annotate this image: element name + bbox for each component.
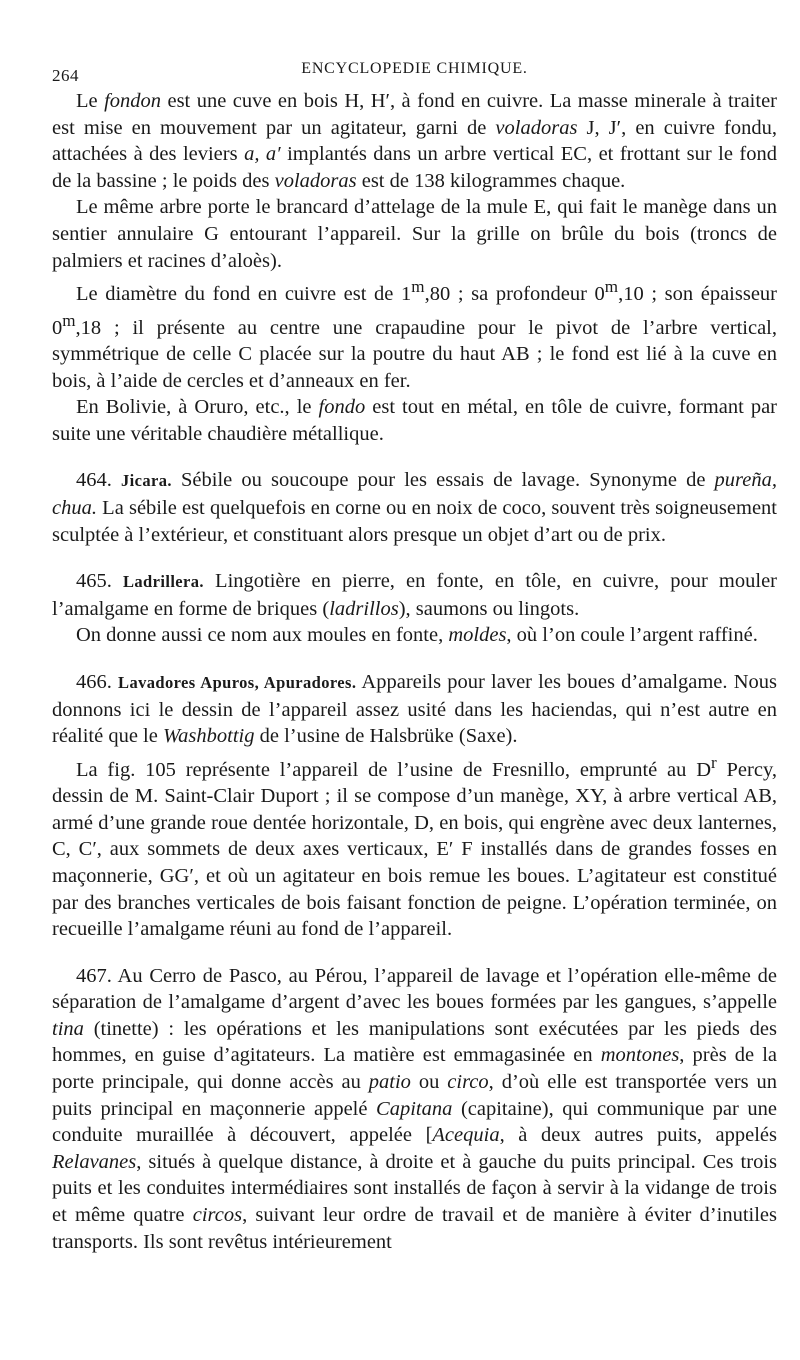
- text-run: , situés à quelque distance, à droite et à gauche du puits principal. Ces trois puits et les conduites intermédiaires sont installés de façon à servir à la vidange de trois et même quatre: [52, 1150, 777, 1227]
- text-run: est de 138 kilogrammes chaque.: [356, 169, 626, 192]
- body-text: [52, 88, 777, 1255]
- paragraph-fondon-2: [52, 194, 777, 274]
- text-run: (capitaine), qui communique par une conduite muraillée à découvert, appelée [: [52, 1097, 777, 1147]
- italic-term: Acequia: [432, 1124, 500, 1147]
- text-run: , où l’on coule l’argent raffiné.: [506, 624, 758, 647]
- italic-term: voladoras: [274, 169, 357, 192]
- text-run: La fig. 105 représente l’appareil de l’usine de Fresnillo, emprunté au D: [76, 758, 712, 781]
- text-run: Sébile ou soucoupe pour les essais de lavage. Synonyme de: [171, 469, 715, 492]
- text-run: , à deux autres puits, appelés: [499, 1124, 778, 1147]
- italic-term: pureña, chua.: [52, 469, 777, 519]
- text-run: , suivant leur ordre de travail et de manière à éviter d’inutiles transports. Ils sont revêtus intérieurement: [52, 1204, 777, 1253]
- italic-term: Capitana: [376, 1097, 453, 1120]
- text-run: Lingotière en pierre, en fonte, en tôle, en cuivre, pour mouler l’amalgame en forme de briques (: [52, 570, 777, 620]
- entry-term: Jicara.: [121, 471, 172, 491]
- text-run: J, J′, en cuivre fondu, attachées à des leviers: [52, 116, 777, 166]
- text-run: ,18 ; il présente au centre une crapaudine pour le pivot de l’arbre vertical, symmétrique de celle C placée sur la poutre du haut AB ; le fond est lié à la cuve en bois, à l’aide de cercles et d’anneaux en fer.: [52, 316, 777, 392]
- italic-term: Washbottig: [162, 725, 255, 748]
- paragraph-fondon-4: [52, 394, 777, 447]
- text-run: , d’où elle est transportée vers un puits principal en maçonnerie appelé: [52, 1071, 778, 1120]
- text-run: est une cuve en bois H, H′, à fond en cuivre. La masse minerale à traiter est mise en mouvement par un agitateur, garni de: [52, 90, 777, 139]
- text-run: 467. Au Cerro de Pasco, au Pérou, l’appareil de lavage et l’opération elle-même de séparation de l’amalgame d’argent d’avec les boues formées par les gangues, s’appelle: [52, 964, 777, 1014]
- text-run: ou: [410, 1071, 448, 1094]
- text-run: Le même arbre porte le brancard d’attelage de la mule E, qui fait le manège dans un sentier annulaire G entourant l’appareil. Sur la grille on brûle du bois (troncs de palmiers et racines d’aloès).: [52, 196, 777, 272]
- paragraph-entry-466: [52, 669, 777, 750]
- entry-term: Lavadores Apuros, Apuradores.: [118, 672, 357, 692]
- italic-term: montones: [600, 1044, 680, 1067]
- paragraph-entry-465b: [52, 622, 777, 649]
- text-run: Le diamètre du fond en cuivre est de 1: [76, 282, 412, 305]
- superscript: m: [604, 277, 619, 297]
- text-run: , près de la porte principale, qui donne accès au: [52, 1044, 777, 1094]
- paragraph-fondon-1: [52, 88, 777, 194]
- text-run: 466.: [76, 670, 119, 693]
- paragraph-entry-465: [52, 568, 777, 622]
- text-run: Percy, dessin de M. Saint-Clair Duport ; il se compose d’un manège, XY, à arbre vertical AB, armé d’une grande roue dentée horizontale, D, en bois, qui engrène avec deux lanternes, C, C′, aux sommets de deux axes verticaux, E′ F installés dans de grandes fosses en maçonnerie, GG′, et où un agitateur en bois remue les boues. L’agitateur est constitué par des branches verticales de bois faisant fonction de peigne. L’opération terminée, on recueille l’amalgame réuni au fond de l’appareil.: [52, 758, 777, 941]
- page-header: [52, 58, 777, 88]
- text-run: On donne aussi ce nom aux moules en fonte,: [76, 624, 449, 647]
- text-run: 464.: [76, 469, 121, 492]
- superscript: r: [711, 752, 717, 772]
- document-page: [52, 58, 777, 1255]
- text-run: ), saumons ou lingots.: [398, 597, 580, 620]
- italic-term: fondon: [104, 90, 162, 112]
- text-run: La sébile est quelquefois en corne ou en noix de coco, souvent très soigneusement sculptée à l’extérieur, et constituant alors presque un objet d’art ou de prix.: [52, 496, 777, 546]
- page-number: 264: [52, 66, 79, 85]
- italic-term: fondo: [318, 396, 366, 419]
- text-run: (tinette) : les opérations et les manipulations sont exécutées par les pieds des hommes, en guise d’agitateurs. La matière est emmagasinée en: [52, 1017, 777, 1067]
- italic-term: moldes: [448, 624, 507, 647]
- text-run: Appareils pour laver les boues d’amalgame. Nous donnons ici le dessin de l’appareil assez usité dans les haciendas, qui n’est autre en réalité que le: [52, 670, 777, 748]
- text-run: Le: [76, 90, 105, 112]
- italic-term: patio: [368, 1071, 411, 1094]
- paragraph-entry-464: [52, 467, 777, 548]
- paragraph-entry-466b: [52, 750, 777, 943]
- paragraph-entry-467: [52, 963, 777, 1256]
- entry-term: Ladrillera.: [123, 572, 204, 592]
- text-run: ,80 ; sa profondeur 0: [424, 282, 605, 305]
- italic-term: tina: [52, 1017, 84, 1040]
- italic-term: voladoras: [495, 116, 578, 139]
- text-run: de l’usine de Halsbrüke (Saxe).: [254, 725, 518, 748]
- italic-term: Relavanes: [52, 1150, 137, 1173]
- superscript: m: [411, 277, 425, 297]
- text-run: En Bolivie, à Oruro, etc., le: [76, 396, 319, 419]
- text-run: 465.: [76, 570, 123, 593]
- text-run: ,10 ; son épaisseur 0: [52, 282, 777, 339]
- text-run: est tout en métal, en tôle de cuivre, formant par suite une véritable chaudière métallique.: [52, 396, 777, 445]
- italic-term: a, a′: [244, 143, 281, 166]
- paragraph-fondon-3: [52, 274, 777, 394]
- running-title: ENCYCLOPEDIE CHIMIQUE.: [301, 60, 528, 77]
- superscript: m: [62, 310, 76, 330]
- italic-term: ladrillos: [329, 597, 399, 620]
- italic-term: circos: [192, 1204, 243, 1227]
- italic-term: circo: [447, 1071, 489, 1094]
- text-run: implantés dans un arbre vertical EC, et frottant sur le fond de la bassine ; le poids des: [52, 143, 778, 192]
